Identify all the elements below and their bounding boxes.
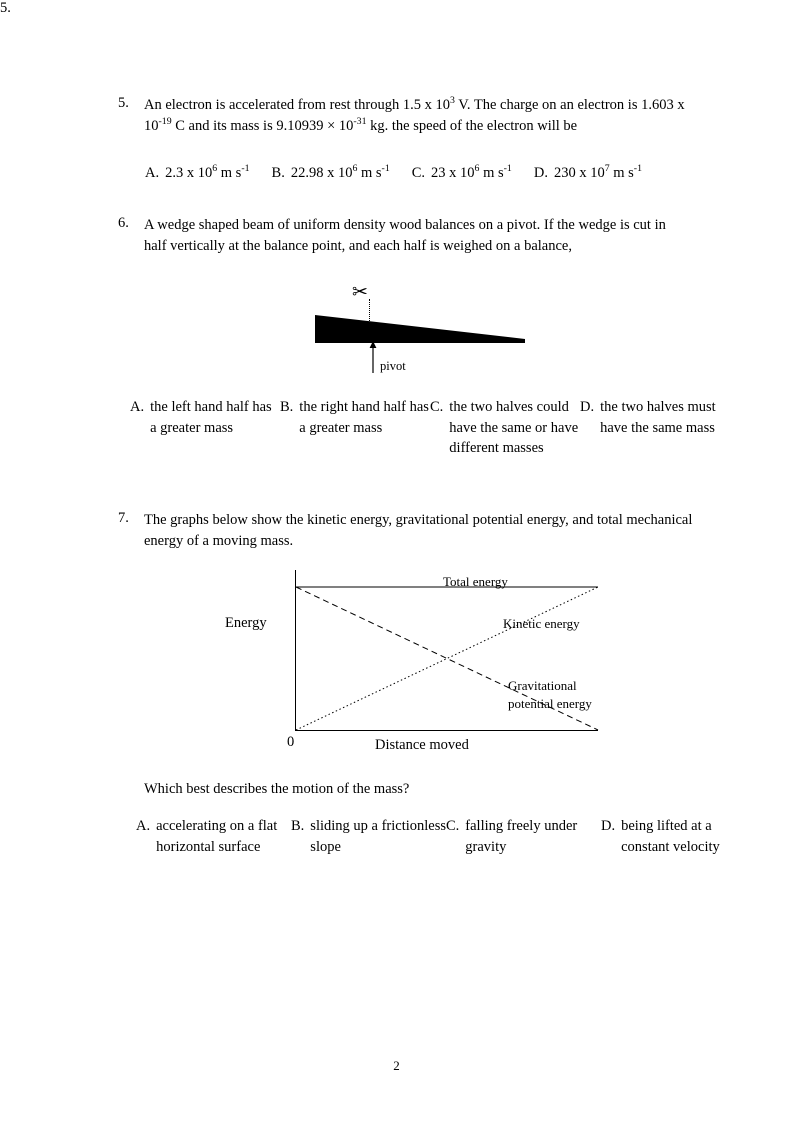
question-7-option-c[interactable] xyxy=(446,816,601,857)
question-5-option-c[interactable] xyxy=(412,163,512,184)
option-letter: A. xyxy=(136,818,151,834)
series-label-total-energy: Total energy xyxy=(443,574,508,589)
graph-plot-lines xyxy=(225,565,625,755)
option-letter: B. xyxy=(271,165,285,181)
question-6-option-b[interactable] xyxy=(280,397,430,459)
option-text: 22.98 x $10^6$ m $s^{-1}$ xyxy=(290,163,390,181)
question-7-options xyxy=(136,816,756,857)
option-text: the two halves could have the same or have different masses xyxy=(449,399,579,457)
option-letter: A. xyxy=(145,165,160,181)
pivot-arrow-icon xyxy=(368,341,378,373)
question-7-option-a[interactable] xyxy=(136,816,291,857)
question-5-option-d[interactable] xyxy=(534,163,642,184)
option-text: the left hand half has a greater mass xyxy=(150,399,272,436)
scissors-icon: ✂ xyxy=(352,281,368,303)
y-axis-label: Energy xyxy=(225,615,267,631)
question-5-options xyxy=(145,163,705,184)
option-text: falling freely under gravity xyxy=(465,818,578,855)
question-6-option-a[interactable] xyxy=(130,397,280,459)
option-letter: D. xyxy=(601,818,616,834)
option-text: being lifted at a constant velocity xyxy=(621,818,720,855)
series-label-gravitational-potential-energy: Gravitational potential energy xyxy=(508,678,592,711)
origin-label: 0 xyxy=(287,734,295,750)
option-letter: D. xyxy=(580,399,595,415)
option-letter: C. xyxy=(430,399,444,415)
option-text: the right hand half has a greater mass xyxy=(299,399,429,436)
pivot-label: pivot xyxy=(380,359,406,373)
question-6-options xyxy=(130,397,730,459)
question-5-text: An electron is accelerated from rest through 1.5 x $10^3$ V. The charge on an electron is 1.603 x $10^{-19}$ C and its mass is $9.10939 \times 10^{-31}$ kg. the speed of the electron will be xyxy=(144,95,685,135)
option-text: 230 x $10^7$ m $s^{-1}$ xyxy=(553,163,642,181)
question-7-option-d[interactable] xyxy=(601,816,756,857)
question-6-number: 6. xyxy=(118,215,129,231)
wedge-shape-icon xyxy=(315,315,525,343)
option-text: sliding up a frictionless slope xyxy=(310,818,447,855)
question-5-number-label: 5. xyxy=(118,95,129,111)
option-text: the two halves must have the same mass xyxy=(600,399,716,436)
question-5-option-b[interactable] xyxy=(272,163,390,184)
page-number: 2 xyxy=(393,1058,400,1073)
x-axis-label: Distance moved xyxy=(375,737,469,753)
question-6-option-d[interactable] xyxy=(580,397,730,459)
question-7-option-b[interactable] xyxy=(291,816,446,857)
cut-line xyxy=(369,299,370,321)
question-7-number: 7. xyxy=(118,510,129,526)
series-label-kinetic-energy: Kinetic energy xyxy=(503,616,580,631)
option-letter: C. xyxy=(411,165,426,181)
question-7-text: The graphs below show the kinetic energy, gravitational potential energy, and total mechanical energy of a moving mass. xyxy=(144,512,693,550)
question-5-option-a[interactable] xyxy=(145,163,250,184)
option-text: 2.3 x $10^6$ m $s^{-1}$ xyxy=(165,163,250,181)
option-letter: D. xyxy=(533,165,548,181)
question-6-option-c[interactable] xyxy=(430,397,580,459)
option-letter: C. xyxy=(446,818,460,834)
option-text: accelerating on a flat horizontal surface xyxy=(156,818,278,855)
energy-graph-figure xyxy=(225,565,625,755)
question-7-subquestion: Which best describes the motion of the mass? xyxy=(144,781,410,797)
option-letter: B. xyxy=(291,818,305,834)
question-6-text: A wedge shaped beam of uniform density wood balances on a pivot. If the wedge is cut in half vertically at the balance point, and each half is weighed on a balance, xyxy=(144,217,666,255)
option-text: 23 x $10^6$ m $s^{-1}$ xyxy=(431,163,512,181)
question-5-number: 5. xyxy=(0,0,11,16)
option-letter: B. xyxy=(280,399,294,415)
option-letter: A. xyxy=(130,399,145,415)
wedge-figure xyxy=(300,275,550,380)
